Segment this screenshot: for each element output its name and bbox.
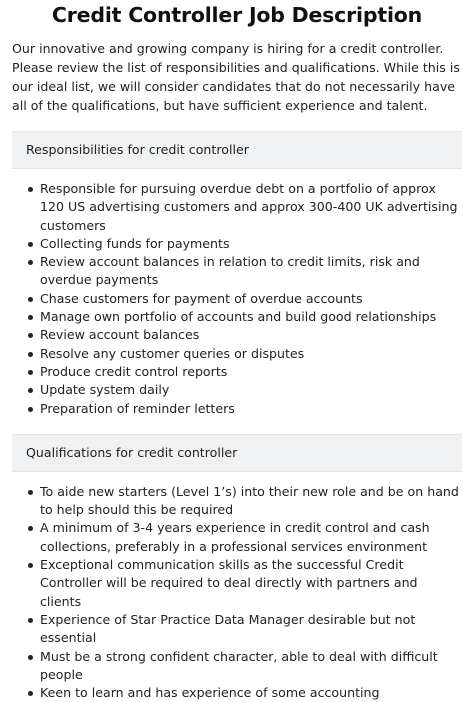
responsibilities-list [12,180,462,418]
list-item: Resolve any customer queries or disputes [40,345,462,363]
list-item: To aide new starters (Level 1’s) into their new role and be on hand to help should this be required [40,483,462,520]
list-item: Preparation of reminder letters [40,400,462,418]
qualifications-list [12,483,462,702]
qualifications-heading: Qualifications for credit controller [12,434,462,472]
list-item: Responsible for pursuing overdue debt on a portfolio of approx 120 US advertising customers and approx 300-400 UK advertising customers [40,180,462,235]
list-item: Exceptional communication skills as the successful Credit Controller will be required to deal directly with partners and clients [40,556,462,611]
list-item: Produce credit control reports [40,363,462,381]
list-item: Chase customers for payment of overdue accounts [40,290,462,308]
list-item: Review account balances in relation to credit limits, risk and overdue payments [40,253,462,290]
list-item: Review account balances [40,326,462,344]
intro-paragraph: Our innovative and growing company is hiring for a credit controller. Please review the list of responsibilities and qualifications. While this is our ideal list, we will consider candidates that do not necessarily have all of the qualifications, but have sufficient experience and talent. [12,41,460,113]
responsibilities-heading: Responsibilities for credit controller [12,131,462,169]
job-description-page [0,2,474,701]
page-title: Credit Controller Job Description [51,3,423,27]
list-item: Must be a strong confident character, able to deal with difficult people [40,648,462,685]
list-item: Keen to learn and has experience of some accounting [40,684,462,702]
list-item: Experience of Star Practice Data Manager desirable but not essential [40,611,462,648]
list-item: A minimum of 3-4 years experience in credit control and cash collections, preferably in a professional services environment [40,519,462,556]
list-item: Manage own portfolio of accounts and build good relationships [40,308,462,326]
list-item: Collecting funds for payments [40,235,462,253]
list-item: Update system daily [40,381,462,399]
